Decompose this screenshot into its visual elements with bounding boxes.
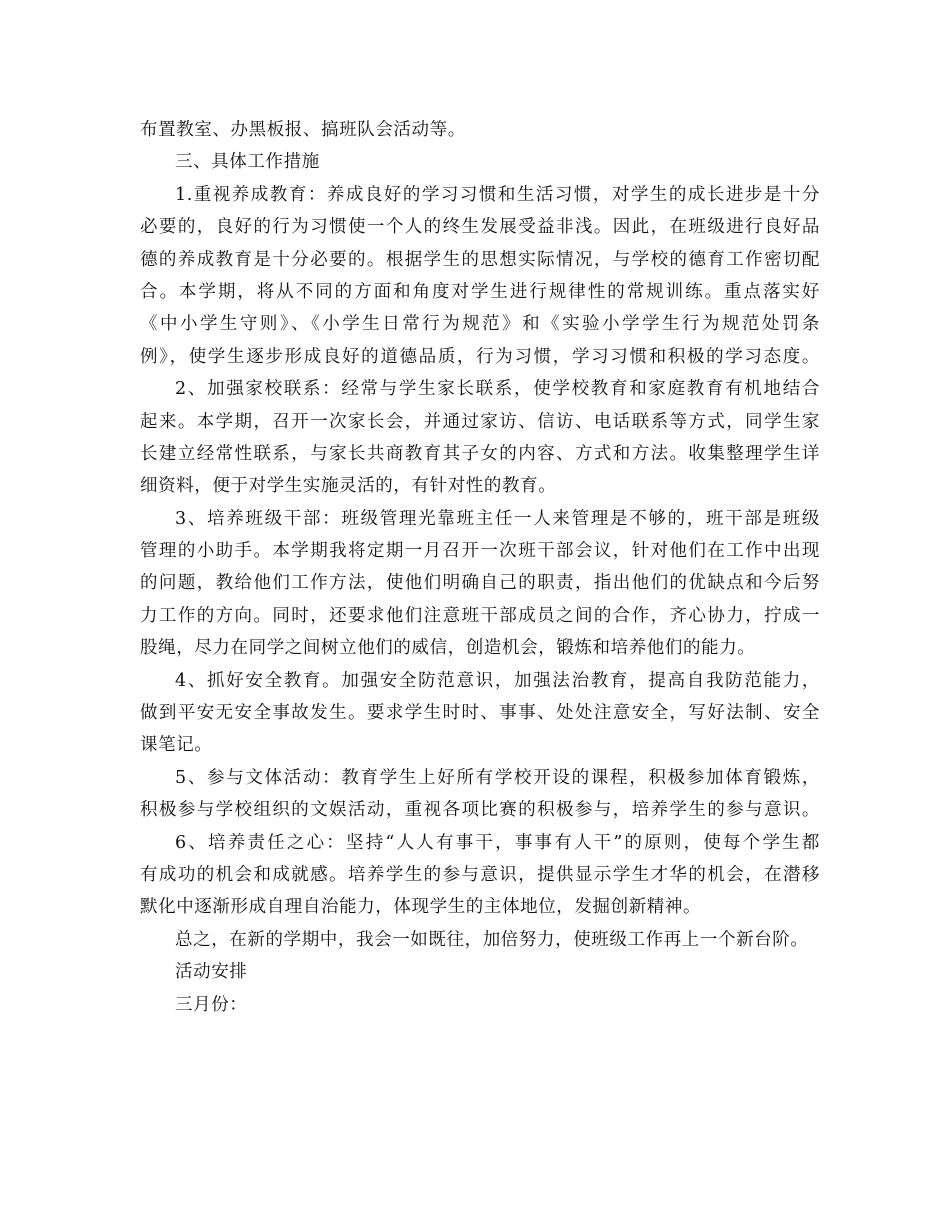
text-line [140,308,820,340]
text-line [140,600,820,632]
text-line-content: 6、培养责任之心：坚持“人人有事干，事事有人干”的原则，使每个学生都 [175,832,820,853]
text-line-content: 细资料，便于对学生实施灵活的，有针对性的教育。 [140,476,557,497]
text-line-content: 起来。本学期，召开一次家长会，并通过家访、信访、电话联系等方式，同学生家 [140,411,820,432]
text-line-content: 做到平安无安全事故发生。要求学生时时、事事、处处注意安全，写好法制、安全 [140,703,820,724]
text-line-content: 管理的小助手。本学期我将定期一月召开一次班干部会议，针对他们在工作中出现 [140,541,820,562]
text-line-content: 三月份： [175,994,248,1015]
text-line-content: 1.重视养成教育：养成良好的学习习惯和生活习惯，对学生的成长进步是十分 [175,184,820,205]
text-line [140,697,820,729]
text-line-content: 2、加强家校联系：经常与学生家长联系，使学校教育和家庭教育有机地结合 [175,379,820,400]
text-line [140,989,820,1021]
document-body [140,114,820,1021]
text-line [140,438,820,470]
text-line [140,211,820,243]
text-line-content: 总之，在新的学期中，我会一如既往，加倍努力，使班级工作再上一个新台阶。 [175,929,809,950]
text-line-content: 活动安排 [175,962,248,983]
text-line [140,762,820,794]
text-line [140,632,820,664]
text-line-content: 4、抓好安全教育。加强安全防范意识，加强法治教育，提高自我防范能力， [175,670,820,691]
text-line [140,244,820,276]
text-line-content: 积极参与学校组织的文娱活动，重视各项比赛的积极参与，培养学生的参与意识。 [140,800,820,821]
text-line [140,794,820,826]
text-line-content: 必要的，良好的行为习惯使一个人的终生发展受益非浅。因此，在班级进行良好品 [140,217,820,238]
text-line [140,503,820,535]
text-line-content: 例》，使学生逐步形成良好的道德品质，行为习惯，学习习惯和积极的学习态度。 [140,346,820,367]
text-line [140,924,820,956]
text-line [140,567,820,599]
text-line-content: 三、具体工作措施 [175,152,320,173]
text-line [140,276,820,308]
text-line [140,406,820,438]
text-line [140,891,820,923]
text-line [140,859,820,891]
text-line [140,956,820,988]
text-line-content: 3、培养班级干部：班级管理光靠班主任一人来管理是不够的，班干部是班级 [175,508,820,529]
text-line [140,114,820,146]
text-line-content: 《中小学生守则》、《小学生日常行为规范》和《实验小学学生行为规范处罚条 [140,314,820,335]
text-line [140,179,820,211]
text-line-content: 布置教室、办黑板报、搞班队会活动等。 [140,120,466,140]
text-line [140,827,820,859]
text-line-content: 力工作的方向。同时，还要求他们注意班干部成员之间的合作，齐心协力，拧成一 [140,605,820,626]
text-line [140,146,820,178]
text-line [140,470,820,502]
text-line [140,341,820,373]
text-line-content: 默化中逐渐形成自理自治能力，体现学生的主体地位，发掘创新精神。 [140,897,702,918]
text-line-content: 5、参与文体活动：教育学生上好所有学校开设的课程，积极参加体育锻炼， [175,767,820,788]
text-line-content: 的问题，教给他们工作方法，使他们明确自己的职责，指出他们的优缺点和今后努 [140,573,820,594]
text-line [140,535,820,567]
text-line-content: 合。本学期，将从不同的方面和角度对学生进行规律性的常规训练。重点落实好 [140,281,820,302]
text-line-content: 德的养成教育是十分必要的。根据学生的思想实际情况，与学校的德育工作密切配 [140,249,820,270]
text-line-content: 有成功的机会和成就感。培养学生的参与意识，提供显示学生才华的机会，在潜移 [140,864,820,885]
text-line [140,373,820,405]
text-line [140,729,820,761]
text-line-content: 课笔记。 [140,735,213,756]
text-line-content: 股绳，尽力在同学之间树立他们的威信，创造机会，锻炼和培养他们的能力。 [140,638,756,659]
text-line-content: 长建立经常性联系，与家长共商教育其子女的内容、方式和方法。收集整理学生详 [140,443,820,464]
text-line [140,665,820,697]
